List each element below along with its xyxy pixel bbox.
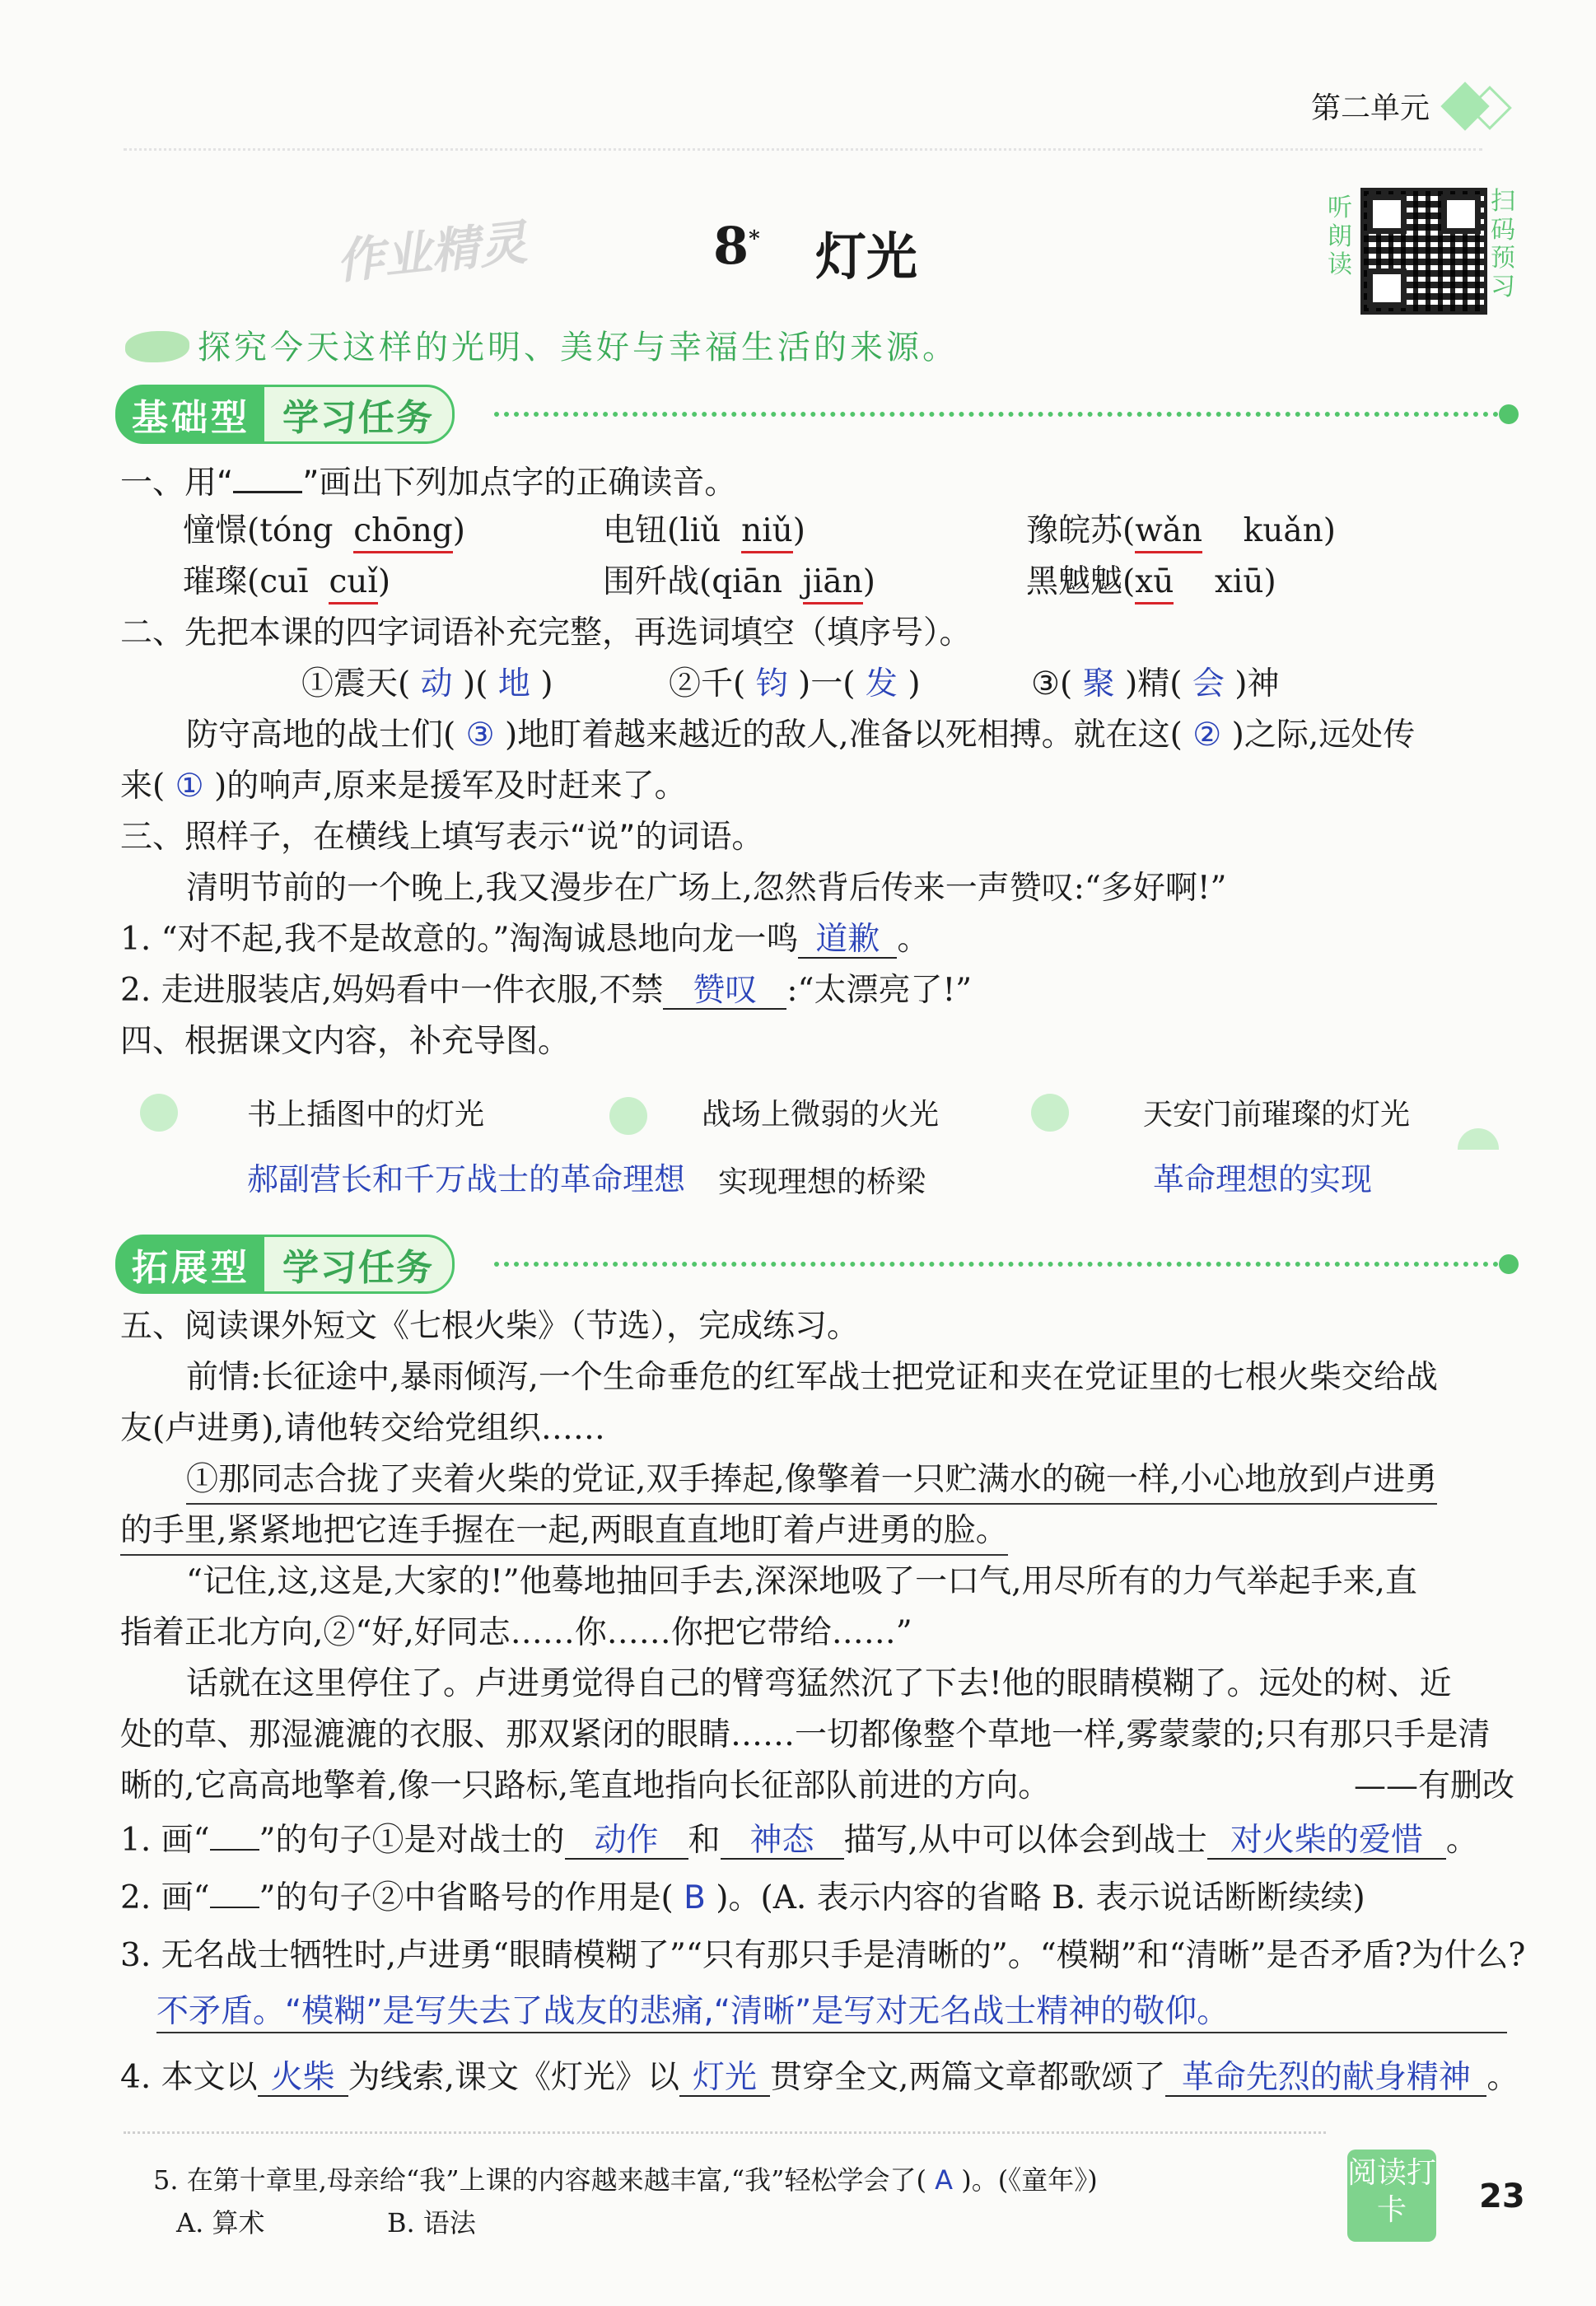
page-number: 23 [1479,2178,1525,2215]
q5-stem: 五、阅读课外短文《七根火柴》（节选），完成练习。 [120,1308,860,1345]
answer-blank: 灯光 [679,2061,770,2097]
answer-blank: 革命先烈的献身精神 [1165,2061,1486,2097]
q2-paragraph-line2: 来( ① )的响声,原来是援军及时赶来了。 [120,768,687,805]
unit-label: 第二单元 [1311,91,1430,125]
dotted-line [494,1262,1499,1267]
section-label: 学习任务 [262,1235,455,1294]
section-tag: 基础型 [115,385,262,444]
q3-item-2: 2. 走进服装店,妈妈看中一件衣服,不禁 赞叹 :“太漂亮了!” [120,972,973,1009]
passage-line: 友(卢进勇),请他转交给党组织…… [120,1410,605,1447]
passage-line: 话就在这里停住了。卢进勇觉得自己的臂弯猛然沉了下去!他的眼睛模糊了。远处的树、近 [186,1665,1452,1702]
q2-paragraph-line1: 防守高地的战士们( ③ )地盯着越来越近的敌人,准备以死相搏。就在这( ② )之际,远处传 [186,717,1416,754]
dotted-line [494,412,1499,417]
qr-right-label: 扫码预习 [1491,187,1515,301]
q1-item-4: 璀璨(cuī cuǐ) [183,563,390,602]
section-tag: 拓展型 [115,1235,262,1294]
q5-sub-1: 1. 画“ ”的句子①是对战士的 动作 和 神态 描写,从中可以体会到战士 对火柴的爱惜 。 [120,1822,1478,1859]
q4-stem: 四、根据课文内容，补充导图。 [120,1023,571,1060]
answer-blank: 动作 [565,1824,688,1860]
leaf-icon [125,331,189,362]
intro-text: 探究今天这样的光明、美好与幸福生活的来源。 [198,329,959,366]
dot-end [1499,404,1519,424]
q2-idiom-2: ②千( 钧 )一( 发 ) [669,665,921,703]
answer-blank: 火柴 [258,2061,348,2097]
watermark: 作业精灵 [333,214,530,290]
q1-item-6: 黑魆魆(xū xiū) [1026,563,1276,602]
lesson-number: 8* [713,216,760,276]
q3-stem: 三、照样子，在横线上填写表示“说”的词语。 [120,819,764,856]
lesson-title: 灯光 [815,226,918,287]
answer-blank: 对火柴的爱惜 [1207,1824,1446,1860]
map-bottom-1: 郝副营长和千万战士的革命理想 [247,1161,686,1197]
passage-line: 前情:长征途中,暴雨倾泻,一个生命垂危的红军战士把党证和夹在党证里的七根火柴交给战 [186,1359,1438,1396]
q5-sub-3: 3. 无名战士牺牲时,卢进勇“眼睛模糊了”“只有那只手是清晰的”。“模糊”和“清晰”是否矛盾?为什么? [120,1937,1526,1974]
flower-icon [140,1094,178,1132]
header-divider [124,148,1482,151]
section-banner-basic [115,385,455,443]
q1-stem: 一、用“ ”画出下列加点字的正确读音。 [120,464,737,502]
answer-blank: 赞叹 [663,974,786,1010]
q1-item-2: 电钮(liǔ niǔ) [603,512,805,551]
section-banner-extend [115,1235,455,1293]
map-bottom-3: 革命理想的实现 [1153,1161,1373,1197]
map-top-1: 书上插图中的灯光 [247,1098,485,1132]
q5-sub-4: 4. 本文以 火柴 为线索,课文《灯光》以 灯光 贯穿全文,两篇文章都歌颂了 革命先烈的献身精神 。 [120,2059,1519,2096]
passage-line: 指着正北方向,②“好,好同志……你……你把它带给……” [120,1614,912,1651]
qr-left-label: 听朗读 [1328,194,1352,279]
q2-idiom-3: ③( 聚 )精( 会 )神 [1031,665,1280,703]
passage-line: 晰的,它高高地擎着,像一只路标,笔直地指向长征部队前进的方向。 [120,1767,1051,1804]
q5-sub-2: 2. 画“ ”的句子②中省略号的作用是( B )。(A. 表示内容的省略 B. 表示说话断断续续) [120,1879,1365,1916]
map-bottom-2: 实现理想的桥梁 [718,1165,926,1199]
map-top-3: 天安门前璀璨的灯光 [1143,1098,1411,1132]
q1-item-1: 憧憬(tóng chōng) [183,512,465,551]
flower-icon [1031,1094,1069,1132]
answer-blank: 道歉 [798,923,897,959]
passage-line: 处的草、那湿漉漉的衣服、那双紧闭的眼睛……一切都像整个草地一样,雾蒙蒙的;只有那只手是清 [120,1716,1491,1753]
qr-code[interactable] [1360,188,1487,315]
passage-source: ——有删改 [1354,1767,1515,1804]
footer-option-a: A. 算术 [176,2207,265,2238]
section-label: 学习任务 [262,385,455,444]
answer-blank: 神态 [721,1824,844,1860]
q1-item-5: 围歼战(qiān jiān) [603,563,875,602]
dot-end [1499,1254,1519,1274]
map-top-2: 战场上微弱的火光 [702,1098,940,1132]
q3-example: 清明节前的一个晚上,我又漫步在广场上,忽然背后传来一声赞叹:“多好啊!” [186,870,1227,907]
footer-question: 5. 在第十章里,母亲给“我”上课的内容越来越丰富,“我”轻松学会了( A )。(《童年》) [153,2164,1098,2196]
flower-icon [1458,1128,1499,1150]
q2-idiom-1: ①震天( 动 )( 地 ) [301,665,553,703]
reading-checkin-badge[interactable]: 阅读打卡 [1347,2150,1436,2242]
footer-option-b: B. 语法 [387,2207,476,2238]
q5-sub-3-answer: 不矛盾。“模糊”是写失去了战友的悲痛,“清晰”是写对无名战士精神的敬仰。 [156,1993,1507,2033]
passage-underlined-1: ①那同志合拢了夹着火柴的党证,双手捧起,像擎着一只贮满水的碗一样,小心地放到卢进勇 [186,1461,1437,1505]
q3-item-1: 1. “对不起,我不是故意的。”淘淘诚恳地向龙一鸣 道歉 。 [120,921,930,958]
passage-underlined-2: 的手里,紧紧地把它连手握在一起,两眼直直地盯着卢进勇的脸。 [120,1512,1008,1556]
q1-item-3: 豫皖苏(wǎn kuǎn) [1026,512,1336,551]
footer-divider [124,2131,1326,2134]
q2-stem: 二、先把本课的四字词语补充完整，再选词填空（填序号）。 [120,614,972,651]
flower-icon [609,1097,647,1135]
passage-line: “记住,这,这是,大家的!”他蓦地抽回手去,深深地吸了一口气,用尽所有的力气举起手来,直 [186,1563,1417,1600]
